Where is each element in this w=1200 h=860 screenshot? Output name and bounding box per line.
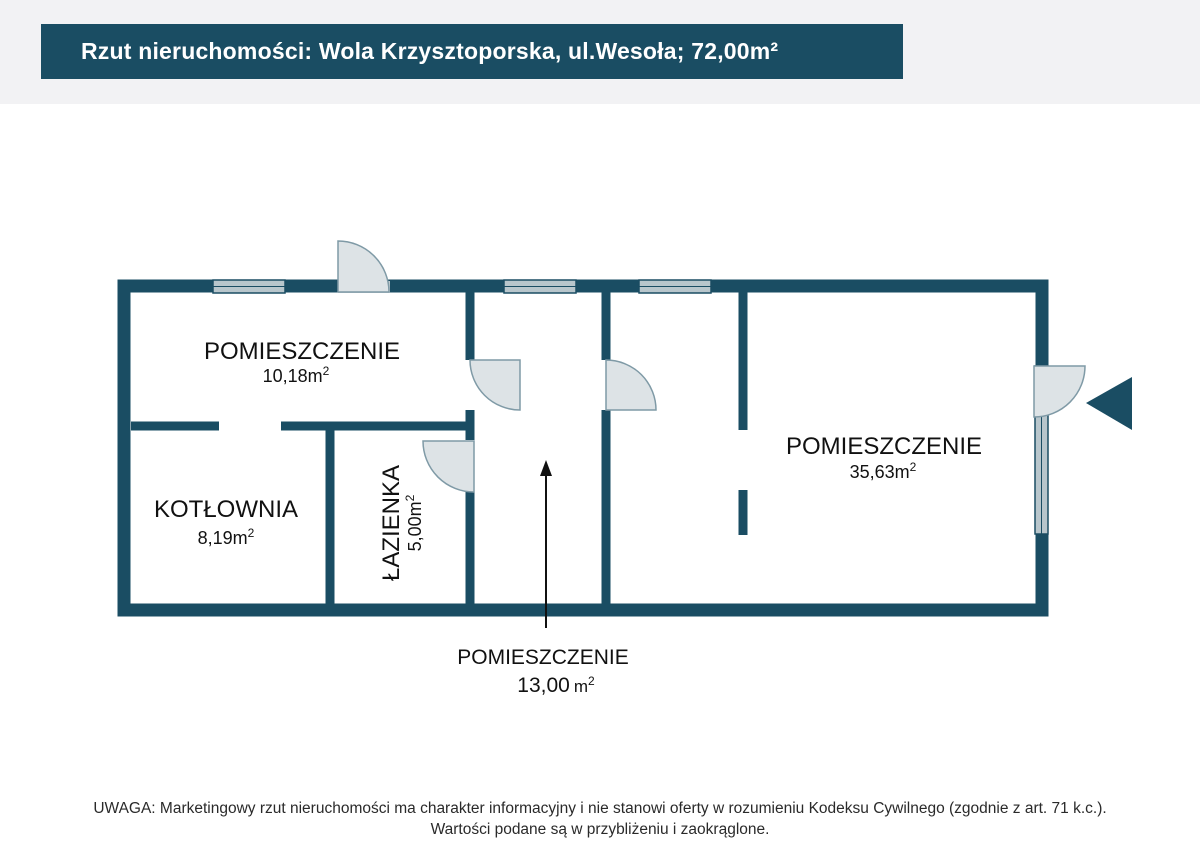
door-top	[338, 241, 390, 293]
lazienka-label	[378, 465, 425, 581]
door-room-top-left	[470, 360, 520, 410]
window	[504, 280, 576, 293]
room-name: POMIESZCZENIE	[457, 646, 629, 669]
disclaimer-line-1: UWAGA: Marketingowy rzut nieruchomości ma charakter informacyjny i nie stanowi oferty w rozumieniu Kodeksu Cywilnego (zgodnie z art. 71 k.c.).	[93, 800, 1107, 817]
window	[213, 280, 285, 293]
room-name: ŁAZIENKA	[378, 464, 405, 582]
room-area: $35,63m^2$	[849, 460, 917, 482]
window	[639, 280, 711, 293]
entrance-arrow-icon	[1086, 377, 1132, 430]
room-area: 13,00 $m^2$	[517, 674, 595, 697]
room-name: POMIESZCZENIE	[785, 433, 983, 460]
room-area: $5,00m^2$	[403, 494, 425, 552]
door-entrance	[1034, 366, 1085, 417]
room-name: KOTŁOWNIA	[153, 496, 299, 523]
disclaimer	[0, 798, 1200, 840]
door-lazienka	[423, 441, 474, 492]
room-labels	[154, 338, 982, 697]
room-area: $8,19m^2$	[197, 526, 255, 548]
door-corridor-right	[606, 360, 656, 410]
room-area: $10,18m^2$	[262, 364, 330, 386]
room-name: POMIESZCZENIE	[203, 338, 401, 365]
disclaimer-line-2: Wartości podane są w przybliżeniu i zaokrąglone.	[430, 821, 770, 838]
page-title: Rzut nieruchomości: Wola Krzysztoporska, ul.Wesoła; 72,00m²	[81, 38, 779, 64]
corridor-pointer-arrow-icon	[540, 460, 552, 628]
